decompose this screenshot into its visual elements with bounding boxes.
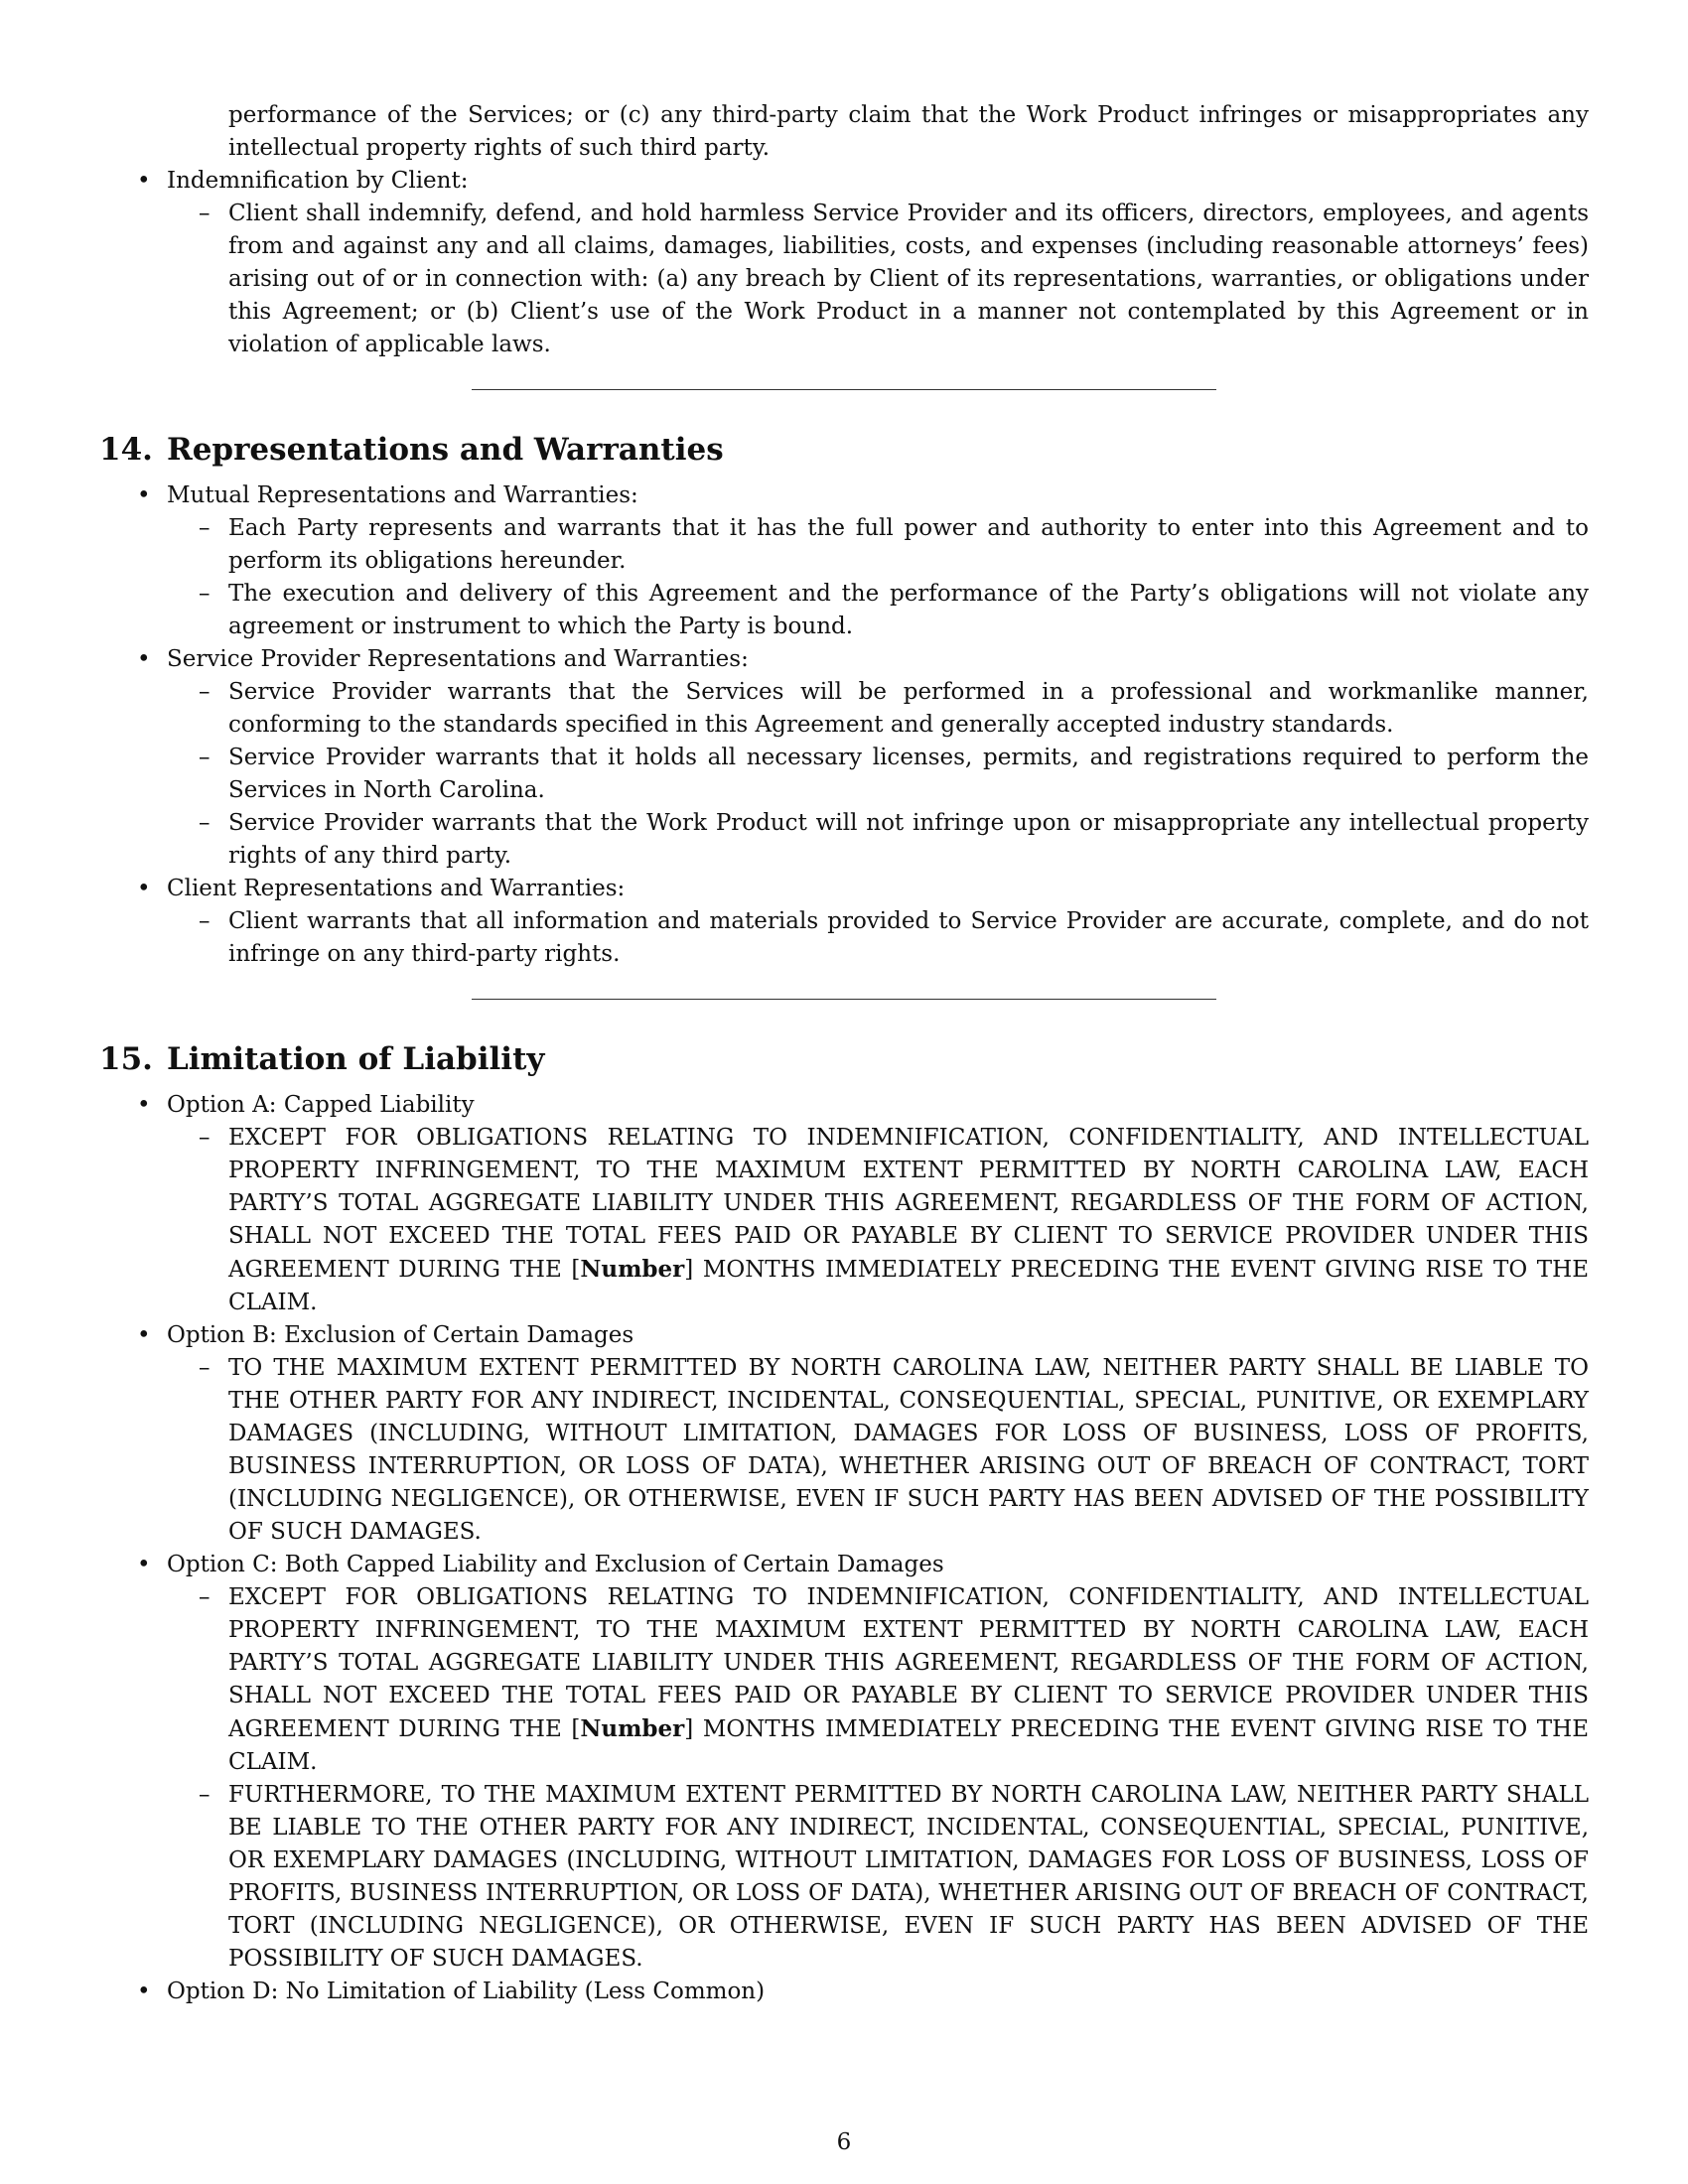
document-body: [99, 99, 1589, 2008]
sub-item-mutual-1: [199, 512, 1589, 578]
dash-icon: –: [199, 810, 211, 836]
sub-item-text: FURTHERMORE, TO THE MAXIMUM EXTENT PERMITTED BY NORTH CAROLINA LAW, NEITHER PARTY SHALL BE LIABLE TO THE OTHER PARTY FOR ANY INDIRECT, INCIDENTAL, CONSEQUENTIAL, SPECIAL, PUNITIVE, OR EXEMPLARY DAMAGES (INCLUDING, WITHOUT LIMITATION, DAMAGES FOR LOSS OF BUSINESS, LOSS OF PROFITS, BUSINESS INTERRUPTION, OR LOSS OF DATA), WHETHER ARISING OUT OF BREACH OF CONTRACT, TORT (INCLUDING NEGLIGENCE), OR OTHERWISE, EVEN IF SUCH PARTY HAS BEEN ADVISED OF THE POSSIBILITY OF SUCH DAMAGES.: [228, 1782, 1589, 1972]
list-item-label: Mutual Representations and Warranties:: [167, 482, 638, 508]
sub-item-text: The execution and delivery of this Agreement and the performance of the Party’s obligations will not violate any agreement or instrument to which the Party is bound.: [228, 581, 1589, 639]
sub-item-text: Service Provider warrants that the Work Product will not infringe upon or misappropriate any intellectual property rights of any third party.: [228, 810, 1589, 869]
list-item-label: Indemnification by Client:: [167, 168, 469, 194]
sub-item-client-1: [199, 905, 1589, 971]
section-title: Representations and Warranties: [166, 432, 724, 468]
dash-icon: –: [199, 1782, 211, 1808]
list-item-option-d: [137, 1976, 1589, 2008]
bullet-icon: •: [137, 482, 151, 508]
number-placeholder: Number: [580, 1715, 685, 1742]
list-item-label: Option D: No Limitation of Liability (Less Common): [167, 1979, 766, 2004]
number-placeholder: Number: [580, 1256, 685, 1283]
list-item-service-provider-reps: [137, 643, 1589, 676]
sub-item-text-pre: EXCEPT FOR OBLIGATIONS RELATING TO INDEMNIFICATION, CONFIDENTIALITY, AND INTELLECTUAL PROPERTY INFRINGEMENT, TO THE MAXIMUM EXTENT PERMITTED BY NORTH CAROLINA LAW, EACH PARTY’S TOTAL AGGREGATE LIABILITY UNDER THIS AGREEMENT, REGARDLESS OF THE FORM OF ACTION, SHALL NOT EXCEED THE TOTAL FEES PAID OR PAYABLE BY CLIENT TO SERVICE PROVIDER UNDER THIS AGREEMENT DURING THE [: [228, 1125, 1589, 1283]
bullet-icon: •: [137, 1979, 151, 2004]
bullet-icon: •: [137, 646, 151, 672]
sub-item-text-post: ] MONTHS IMMEDIATELY PRECEDING THE EVENT GIVING RISE TO THE CLAIM.: [228, 1257, 1589, 1315]
sub-item-option-a: [199, 1122, 1589, 1319]
sub-item-client-indemnification: [199, 198, 1589, 361]
list-item-label: Option B: Exclusion of Certain Damages: [167, 1322, 634, 1348]
dash-icon: –: [199, 201, 211, 226]
page-number: 6: [836, 2129, 852, 2155]
sub-item-option-c-2: [199, 1779, 1589, 1976]
sub-item-option-c-1: [199, 1581, 1589, 1779]
sub-item-mutual-2: [199, 578, 1589, 643]
sub-item-text-pre: EXCEPT FOR OBLIGATIONS RELATING TO INDEMNIFICATION, CONFIDENTIALITY, AND INTELLECTUAL PROPERTY INFRINGEMENT, TO THE MAXIMUM EXTENT PERMITTED BY NORTH CAROLINA LAW, EACH PARTY’S TOTAL AGGREGATE LIABILITY UNDER THIS AGREEMENT, REGARDLESS OF THE FORM OF ACTION, SHALL NOT EXCEED THE TOTAL FEES PAID OR PAYABLE BY CLIENT TO SERVICE PROVIDER UNDER THIS AGREEMENT DURING THE [: [228, 1584, 1589, 1742]
sub-item-sp-2: [199, 742, 1589, 807]
list-item-label: Service Provider Representations and Warranties:: [167, 646, 749, 672]
bullet-icon: •: [137, 168, 151, 194]
list-item-label: Option A: Capped Liability: [167, 1092, 475, 1118]
list-item-label: Client Representations and Warranties:: [167, 876, 626, 901]
sub-item-text: TO THE MAXIMUM EXTENT PERMITTED BY NORTH CAROLINA LAW, NEITHER PARTY SHALL BE LIABLE TO THE OTHER PARTY FOR ANY INDIRECT, INCIDENTAL, CONSEQUENTIAL, SPECIAL, PUNITIVE, OR EXEMPLARY DAMAGES (INCLUDING, WITHOUT LIMITATION, DAMAGES FOR LOSS OF BUSINESS, LOSS OF PROFITS, BUSINESS INTERRUPTION, OR LOSS OF DATA), WHETHER ARISING OUT OF BREACH OF CONTRACT, TORT (INCLUDING NEGLIGENCE), OR OTHERWISE, EVEN IF SUCH PARTY HAS BEEN ADVISED OF THE POSSIBILITY OF SUCH DAMAGES.: [228, 1355, 1589, 1545]
sub-item-sp-1: [199, 676, 1589, 742]
section-title: Limitation of Liability: [166, 1041, 545, 1077]
sub-item-text: Service Provider warrants that the Services will be performed in a professional and workmanlike manner, conforming to the standards specified in this Agreement and generally accepted industry standards.: [228, 679, 1589, 738]
dash-icon: –: [199, 1355, 211, 1381]
dash-icon: –: [199, 515, 211, 541]
section-divider: [472, 389, 1216, 390]
dash-icon: –: [199, 908, 211, 934]
list-item-label: Option C: Both Capped Liability and Exclusion of Certain Damages: [167, 1552, 944, 1577]
section-heading-14: [99, 430, 1589, 470]
dash-icon: –: [199, 581, 211, 607]
dash-icon: –: [199, 745, 211, 770]
dash-icon: –: [199, 1584, 211, 1610]
sub-item-text: Service Provider warrants that it holds all necessary licenses, permits, and registrations required to perform the Services in North Carolina.: [228, 745, 1589, 803]
section-number: 15.: [99, 1041, 153, 1077]
dash-icon: –: [199, 679, 211, 705]
sub-item-text: Each Party represents and warrants that it has the full power and authority to enter into this Agreement and to perform its obligations hereunder.: [228, 515, 1589, 574]
sub-item-option-b: [199, 1352, 1589, 1549]
indemnification-continuation: performance of the Services; or (c) any third-party claim that the Work Product infringes or misappropriates any intellectual property rights of such third party.: [228, 102, 1589, 161]
section-number: 14.: [99, 432, 153, 468]
sub-item-text-post: ] MONTHS IMMEDIATELY PRECEDING THE EVENT GIVING RISE TO THE CLAIM.: [228, 1716, 1589, 1775]
dash-icon: –: [199, 1125, 211, 1151]
section-divider: [472, 999, 1216, 1000]
bullet-icon: •: [137, 1322, 151, 1348]
sub-item-text: Client warrants that all information and materials provided to Service Provider are accurate, complete, and do not infringe on any third-party rights.: [228, 908, 1589, 967]
sub-item-text: Client shall indemnify, defend, and hold harmless Service Provider and its officers, directors, employees, and agents from and against any and all claims, damages, liabilities, costs, and expenses (including reasonable attorneys’ fees) arising out of or in connection with: (a) any breach by Client of its representations, warranties, or obligations under this Agreement; or (b) Client’s use of the Work Product in a manner not contemplated by this Agreement or in violation of applicable laws.: [228, 201, 1589, 357]
bullet-icon: •: [137, 876, 151, 901]
list-item-option-c: [137, 1549, 1589, 1581]
list-item-client-indemnification: [137, 165, 1589, 198]
list-item-option-a: [137, 1089, 1589, 1122]
bullet-icon: •: [137, 1552, 151, 1577]
sub-item-sp-3: [199, 807, 1589, 873]
section-heading-15: [99, 1039, 1589, 1079]
bullet-icon: •: [137, 1092, 151, 1118]
list-item-client-reps: [137, 873, 1589, 905]
list-item-mutual-reps: [137, 479, 1589, 512]
list-item-option-b: [137, 1319, 1589, 1352]
